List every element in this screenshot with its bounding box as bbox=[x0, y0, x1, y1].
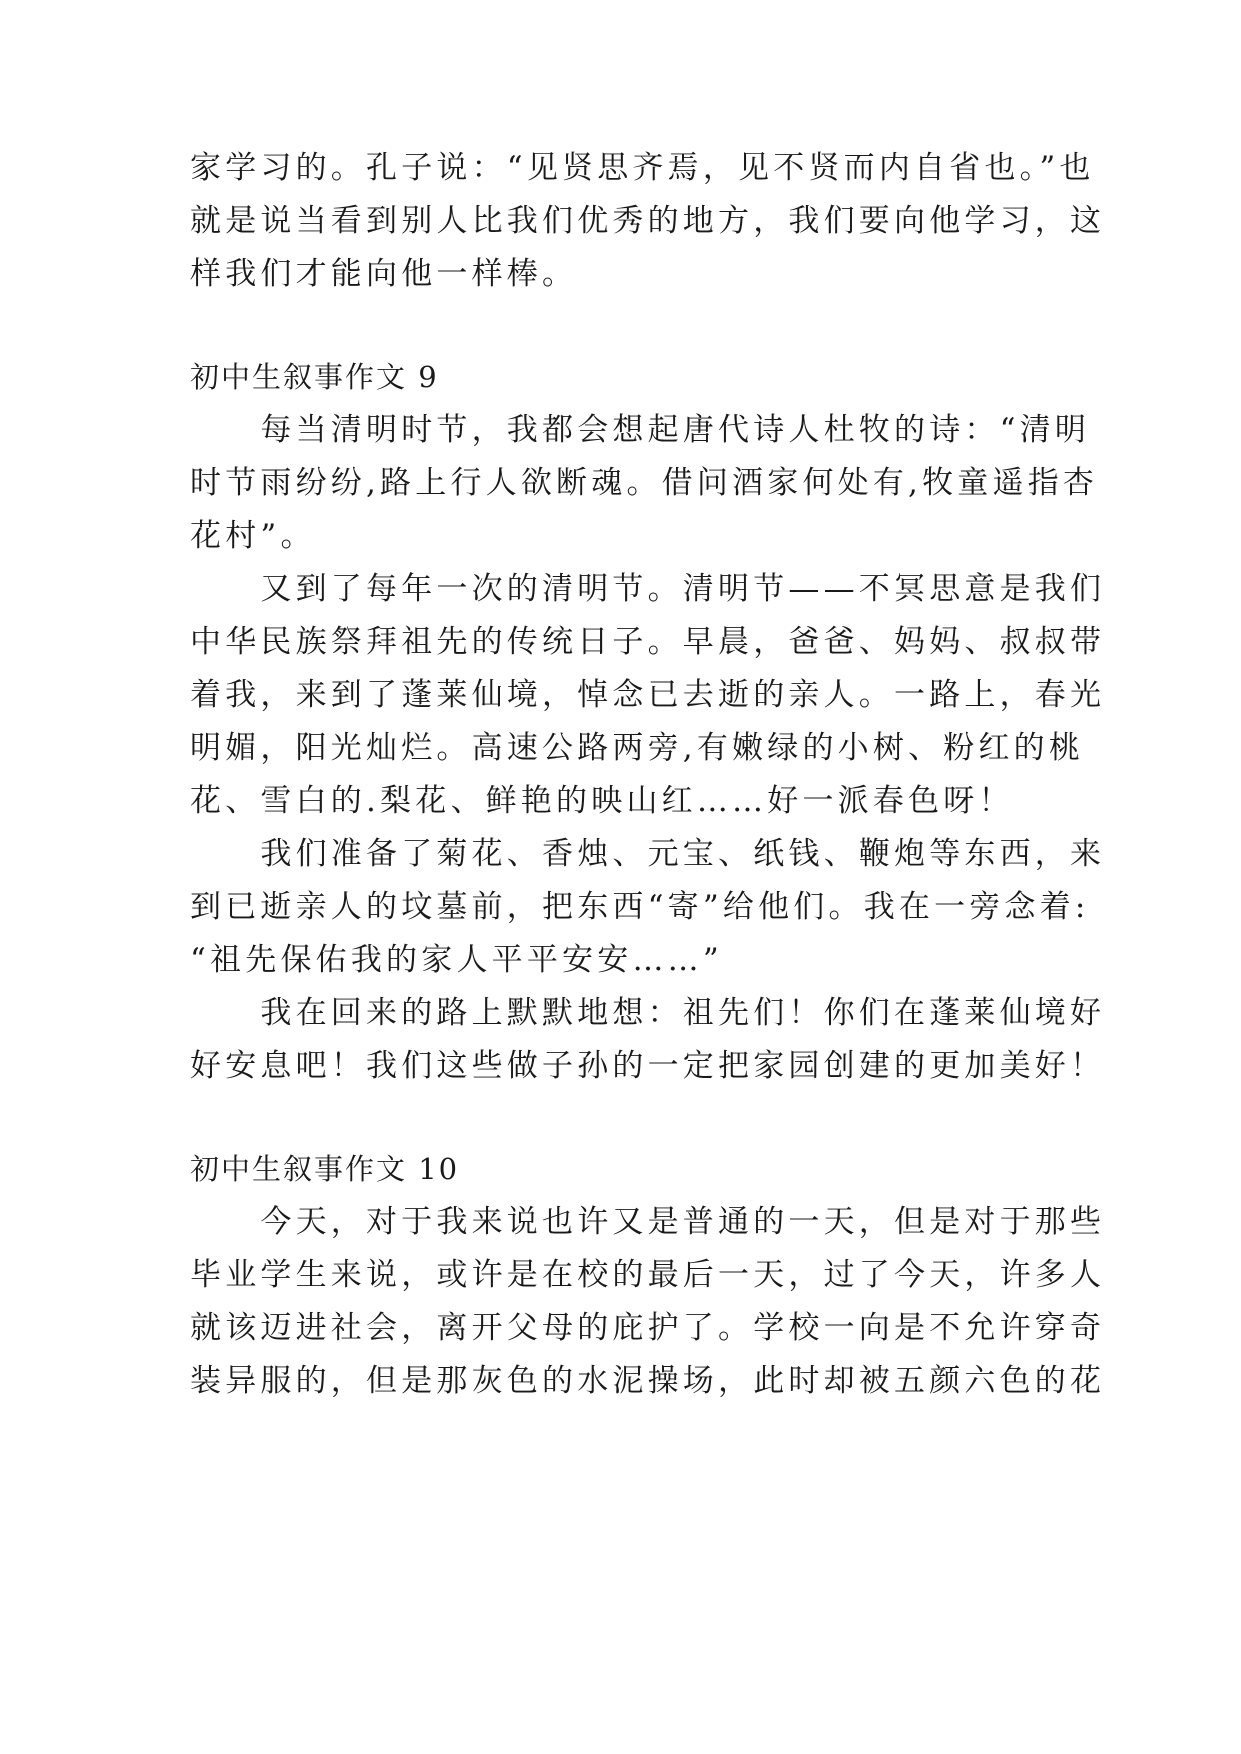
essay-9-title: 初中生叙事作文 9 bbox=[190, 360, 439, 394]
essay-9-line-3: 花村”。 bbox=[190, 518, 316, 554]
intro-line-2: 就是说当看到别人比我们优秀的地方，我们要向他学习，这 bbox=[190, 203, 1106, 239]
essay-9-line-12: 我在回来的路上默默地想：祖先们！你们在蓬莱仙境好 bbox=[190, 995, 1106, 1031]
essay-9-line-4: 又到了每年一次的清明节。清明节——不冥思意是我们 bbox=[190, 571, 1106, 607]
essay-10-line-4: 装异服的，但是那灰色的水泥操场，此时却被五颜六色的花 bbox=[190, 1363, 1106, 1399]
essay-9-line-1: 每当清明时节，我都会想起唐代诗人杜牧的诗：“清明 bbox=[190, 412, 1091, 448]
essay-10-line-1: 今天，对于我来说也许又是普通的一天，但是对于那些 bbox=[190, 1204, 1106, 1240]
essay-9-line-7: 明媚，阳光灿烂。高速公路两旁,有嫩绿的小树、粉红的桃 bbox=[190, 730, 1085, 766]
essay-9-line-11: “祖先保佑我的家人平平安安……” bbox=[190, 942, 723, 978]
essay-9-line-9: 我们准备了菊花、香烛、元宝、纸钱、鞭炮等东西，来 bbox=[190, 836, 1106, 872]
essay-9-line-10: 到已逝亲人的坟墓前，把东西“寄”给他们。我在一旁念着: bbox=[190, 889, 1090, 925]
essay-9-line-2: 时节雨纷纷,路上行人欲断魂。借问酒家何处有,牧童遥指杏 bbox=[190, 465, 1099, 501]
essay-10-line-3: 就该迈进社会，离开父母的庇护了。学校一向是不允许穿奇 bbox=[190, 1310, 1106, 1346]
essay-10-line-2: 毕业学生来说，或许是在校的最后一天，过了今天，许多人 bbox=[190, 1257, 1106, 1293]
essay-9-line-5: 中华民族祭拜祖先的传统日子。早晨，爸爸、妈妈、叔叔带 bbox=[190, 624, 1106, 660]
essay-9-line-8: 花、雪白的.梨花、鲜艳的映山红……好一派春色呀！ bbox=[190, 783, 1014, 819]
essay-9-line-6: 着我，来到了蓬莱仙境，悼念已去逝的亲人。一路上，春光 bbox=[190, 677, 1106, 713]
intro-line-3: 样我们才能向他一样棒。 bbox=[190, 256, 578, 292]
intro-line-1: 家学习的。孔子说：“见贤思齐焉，见不贤而内自省也。”也 bbox=[190, 150, 1095, 186]
essay-10-title: 初中生叙事作文 10 bbox=[190, 1152, 460, 1186]
essay-9-line-13: 好安息吧！我们这些做子孙的一定把家园创建的更加美好！ bbox=[190, 1048, 1106, 1084]
